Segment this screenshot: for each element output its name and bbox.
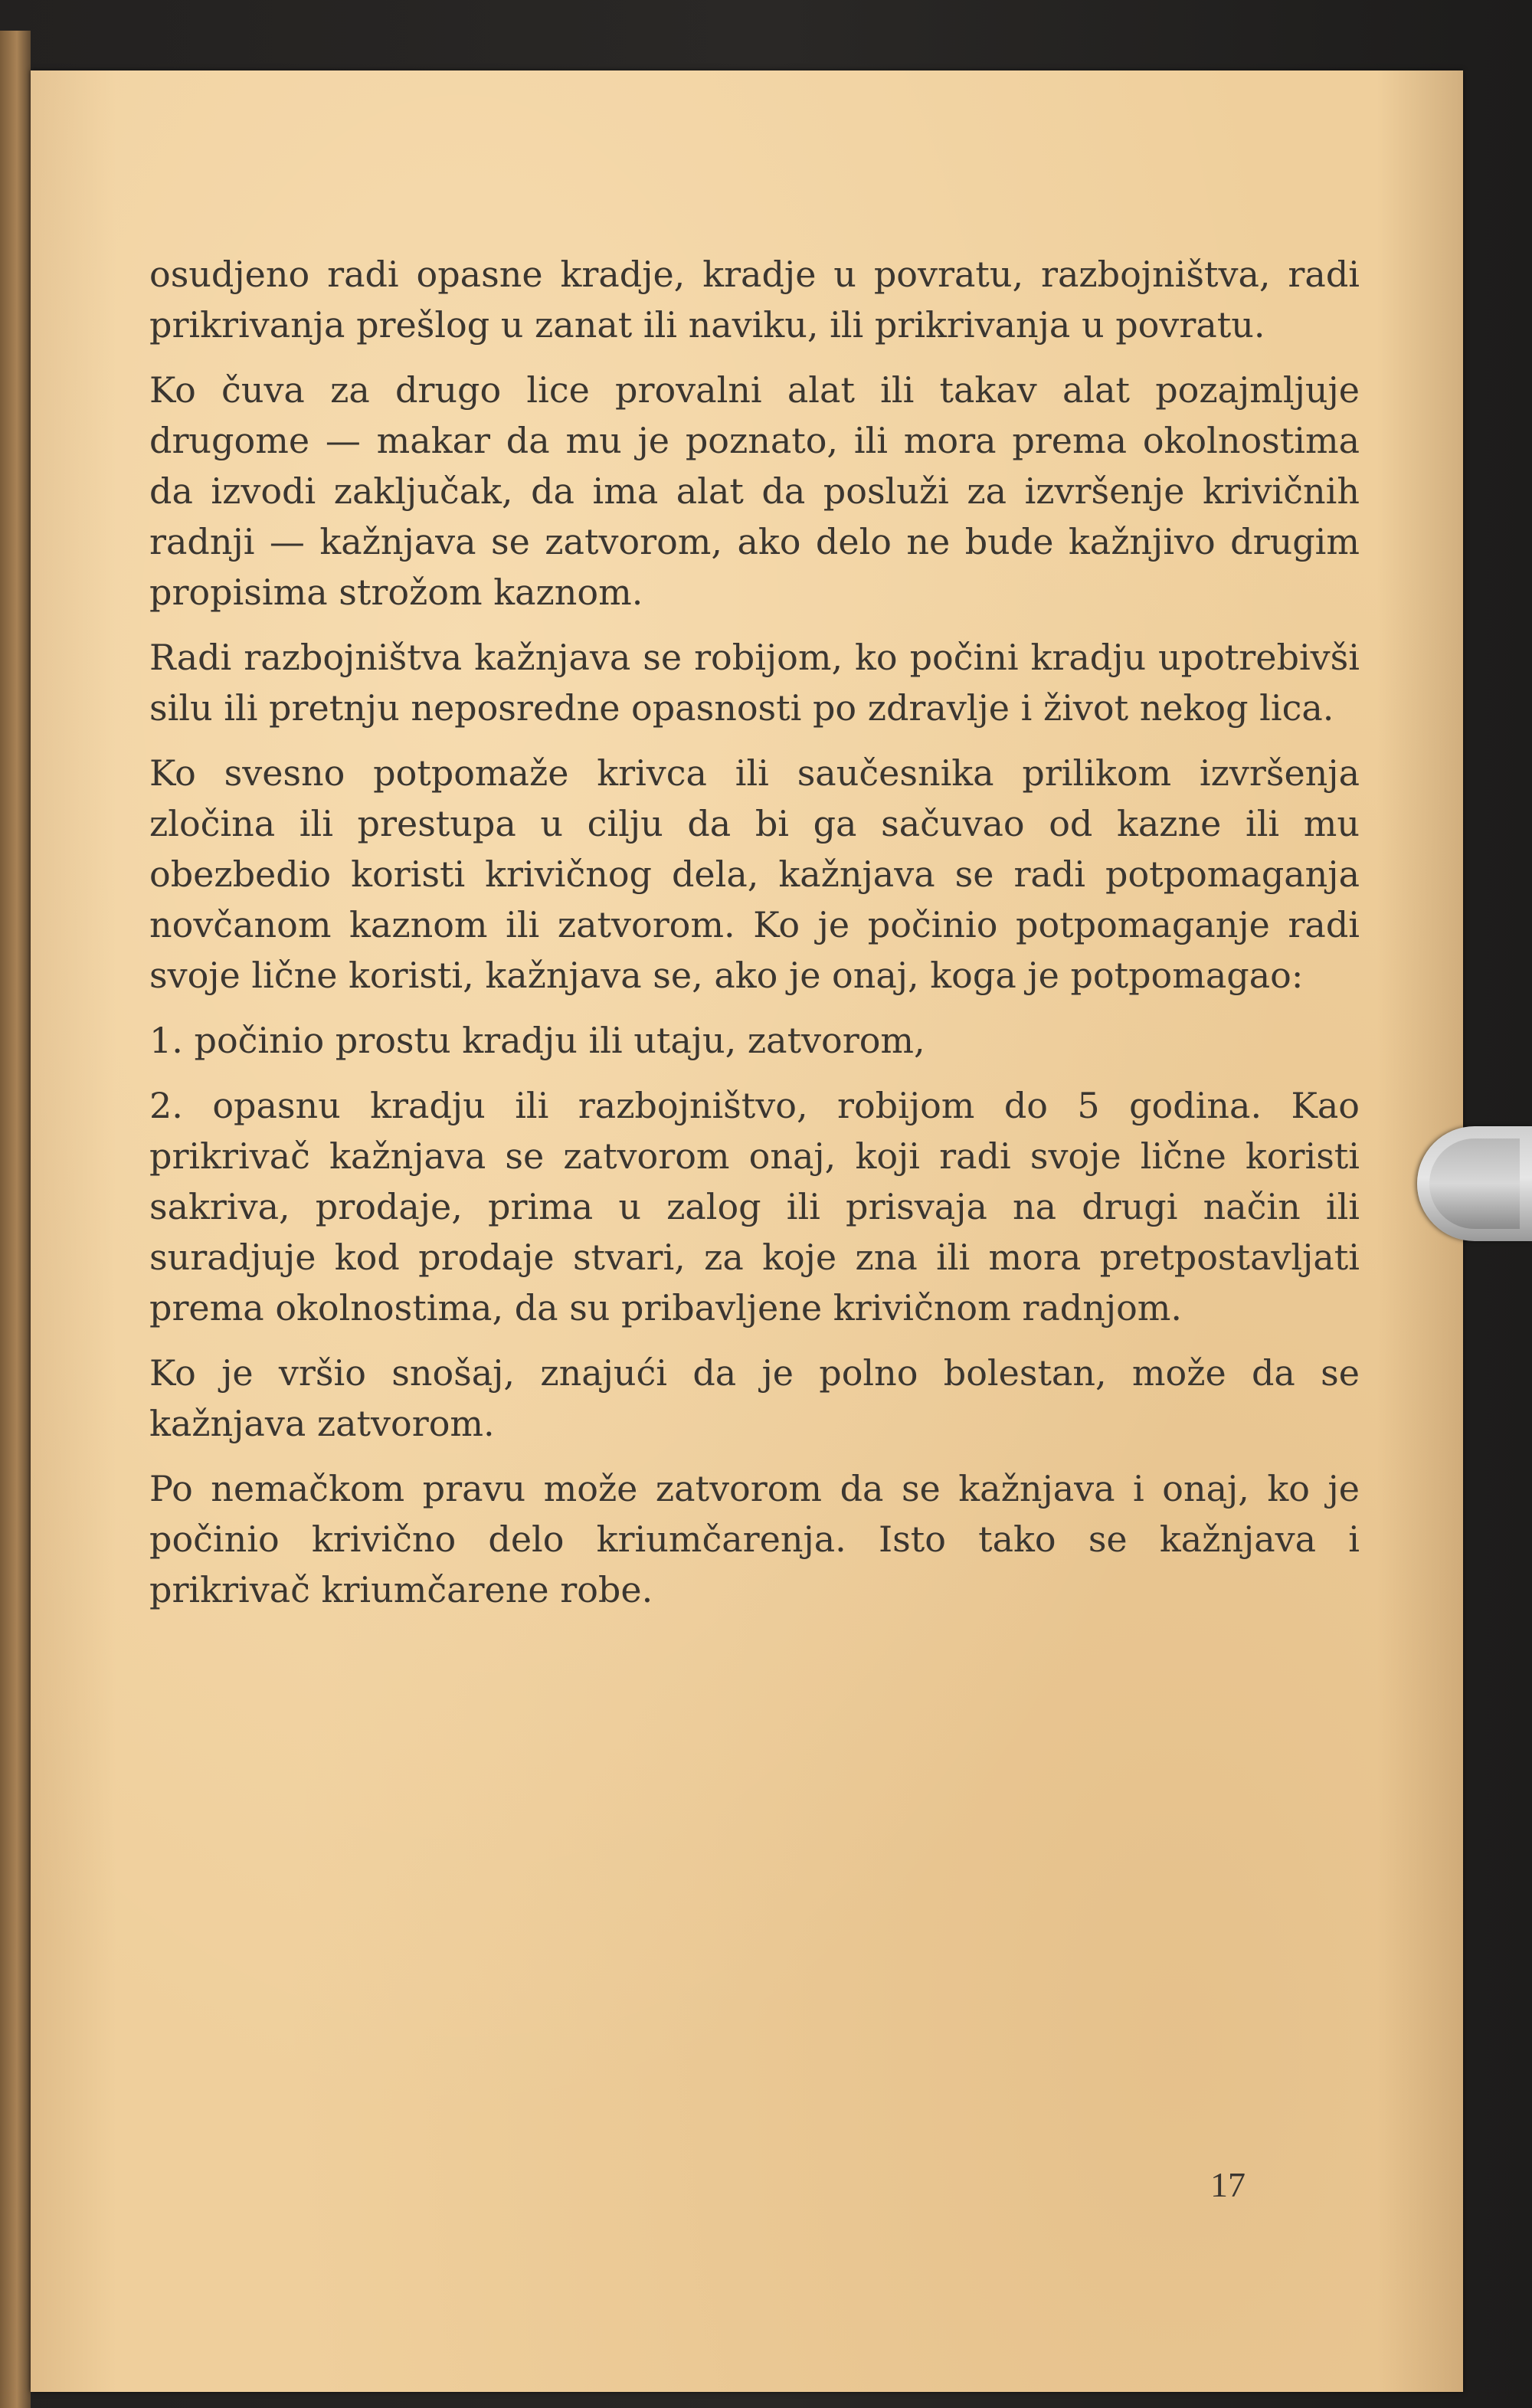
page-clip-inner <box>1429 1138 1520 1229</box>
paragraph: osudjeno radi opasne kradje, kradje u povratu, razbojništva, radi prikrivanja prešlog u zanat ili naviku, ili prikrivanja u povratu. <box>149 254 1360 346</box>
list-item: 2. opasnu kradju ili razbojništvo, robijom do 5 godina. Kao prikrivač kažnjava se zatvorom onaj, koji radi svoje lične koristi sakriva, prodaje, prima u zalog ili prisvaja na drugi način ili suradjuje kod prodaje stvari, za koje zna ili mora pretpostavljati prema okolnostima, da su pribavljene krivičnom radnjom. <box>149 1085 1360 1328</box>
page-body <box>149 249 1360 1630</box>
previous-page-edge <box>0 31 31 2408</box>
paragraph: Po nemačkom pravu može zatvorom da se kažnjava i onaj, ko je počinio krivično delo kriumčarenja. Isto tako se kažnjava i prikrivač kriumčarene robe. <box>149 1468 1360 1610</box>
paragraph: Ko je vršio snošaj, znajući da je polno bolestan, može da se kažnjava zatvorom. <box>149 1352 1360 1444</box>
list-item: 1. počinio prostu kradju ili utaju, zatvorom, <box>149 1020 925 1061</box>
page-clip <box>1417 1126 1532 1241</box>
paragraph: Radi razbojništva kažnjava se robijom, ko počini kradju upotrebivši silu ili pretnju neposredne opasnosti po zdravlje i život nekog lica. <box>149 637 1360 729</box>
paragraph: Ko čuva za drugo lice provalni alat ili takav alat pozajmljuje drugome — makar da mu je poznato, ili mora prema okolnostima da izvodi zaključak, da ima alat da posluži za izvršenje krivičnih radnji — kažnjava se zatvorom, ako delo ne bude kažnjivo drugim propisima strožom kaznom. <box>149 369 1360 613</box>
paragraph: Ko svesno potpomaže krivca ili saučesnika prilikom izvršenja zločina ili prestupa u cilju da bi ga sačuvao od kazne ili mu obezbedio koristi krivičnog dela, kažnjava se radi potpomaganja novčanom kaznom ili zatvorom. Ko je počinio potpomaganje radi svoje lične koristi, kažnjava se, ako je onaj, koga je potpomagao: <box>149 752 1360 996</box>
page-number: 17 <box>1210 2165 1246 2204</box>
